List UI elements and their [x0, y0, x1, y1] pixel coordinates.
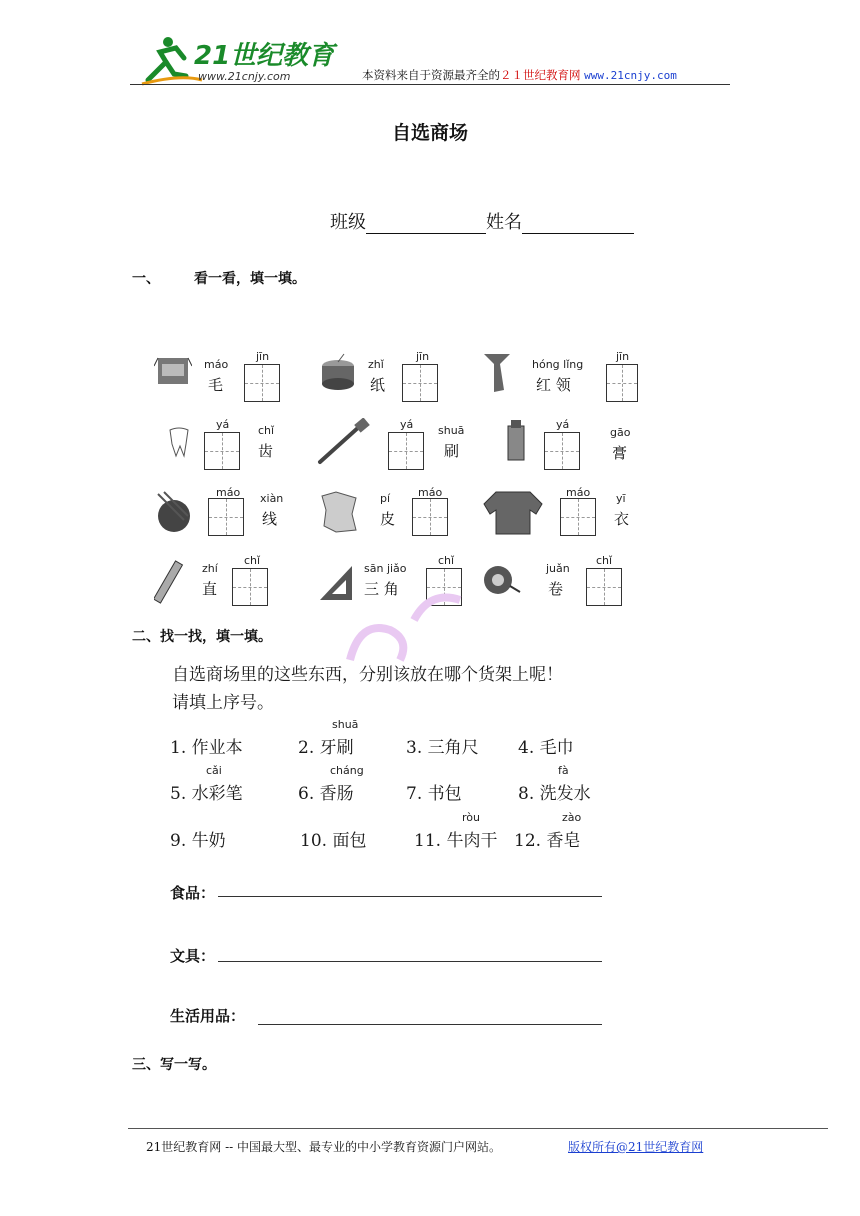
grid-pinyin: chǐ — [258, 424, 275, 437]
footer-divider — [128, 1128, 828, 1129]
food-label: 食品： — [170, 884, 216, 902]
header-note-url[interactable]: www.21cnjy.com — [584, 69, 677, 82]
grid-hanzi: 红 领 — [536, 376, 571, 394]
grid-pinyin: jīn — [616, 350, 630, 363]
grid-pinyin: jīn — [256, 350, 270, 363]
item-pinyin: ròu — [462, 811, 480, 824]
watermark — [330, 560, 490, 670]
item-label: 12. 香皂 — [514, 831, 581, 851]
site-logo — [140, 34, 340, 86]
grid-pinyin: sān jiǎo — [364, 562, 407, 575]
answer-box[interactable] — [232, 568, 268, 606]
item-pinyin: fà — [558, 764, 569, 777]
section1-num: 一、 — [132, 271, 160, 287]
footer-text: 21世纪教育网 -- 中国最大型、最专业的中小学教育资源门户网站。 — [146, 1140, 502, 1154]
grid-hanzi: 直 — [202, 580, 218, 598]
grid-pinyin: máo — [204, 358, 229, 371]
class-blank[interactable] — [366, 215, 486, 234]
daily-goods-answer-line[interactable] — [258, 1024, 602, 1025]
grid-pinyin: máo — [418, 486, 443, 499]
name-blank[interactable] — [522, 215, 634, 234]
grid-hanzi: 齿 — [258, 442, 274, 460]
page-title: 自选商场 — [391, 122, 468, 144]
item-label: 1. 作业本 — [170, 738, 243, 758]
grid-hanzi: 毛 — [208, 376, 224, 394]
item-pinyin: cháng — [330, 764, 364, 777]
section3-text: 写一写。 — [160, 1057, 216, 1073]
logo-url: www.21cnjy.com — [198, 70, 291, 83]
item-label: 7. 书包 — [406, 784, 462, 804]
section2-intro1: 自选商场里的这些东西，分别该放在哪个货架上呢！ — [172, 665, 563, 685]
grid-hanzi: 皮 — [380, 510, 396, 528]
item-label: 4. 毛巾 — [518, 738, 574, 758]
tissue-roll-icon — [318, 352, 358, 392]
section3-heading — [132, 1054, 216, 1074]
item-label: 8. 洗发水 — [518, 784, 591, 804]
runner-icon — [142, 37, 202, 84]
grid-pinyin: jīn — [416, 350, 430, 363]
grid-pinyin: chǐ — [244, 554, 261, 567]
food-answer-line[interactable] — [218, 896, 602, 897]
grid-hanzi: 三 角 — [364, 580, 399, 598]
header-divider — [130, 84, 730, 85]
grid-pinyin: zhí — [202, 562, 218, 575]
tooth-icon — [166, 426, 192, 458]
item-label: 10. 面包 — [300, 831, 367, 851]
grid-pinyin: shuā — [438, 424, 465, 437]
section2-num: 二、 — [132, 629, 160, 645]
section2-intro2: 请填上序号。 — [172, 693, 274, 713]
answer-box[interactable] — [560, 498, 596, 536]
leather-icon — [316, 488, 362, 536]
grid-hanzi: 卷 — [548, 580, 564, 598]
answer-box[interactable] — [244, 364, 280, 402]
grid-pinyin: chǐ — [438, 554, 455, 567]
grid-hanzi: 线 — [262, 510, 278, 528]
grid-hanzi: 纸 — [370, 376, 386, 394]
answer-box[interactable] — [208, 498, 244, 536]
item-label: 2. 牙刷 — [298, 738, 354, 758]
answer-box[interactable] — [388, 432, 424, 470]
logo-text: 21世纪教育 — [194, 41, 335, 71]
answer-box[interactable] — [586, 568, 622, 606]
class-label: 班级 — [330, 212, 366, 233]
towel-icon — [154, 354, 192, 388]
grid-pinyin: chǐ — [596, 554, 613, 567]
class-name-line — [330, 208, 634, 234]
section2-text: 找一找，填一填。 — [160, 629, 272, 645]
item-label: 6. 香肠 — [298, 784, 354, 804]
grid-pinyin: hóng lǐng — [532, 358, 584, 371]
grid-pinyin: máo — [216, 486, 241, 499]
item-label: 9. 牛奶 — [170, 831, 226, 851]
item-label: 11. 牛肉干 — [414, 831, 498, 851]
name-label: 姓名 — [486, 212, 522, 233]
toothbrush-icon — [316, 418, 372, 466]
section1-text: 看一看，填一填。 — [194, 271, 306, 287]
answer-box[interactable] — [606, 364, 638, 402]
stationery-label: 文具： — [170, 947, 216, 965]
grid-pinyin: pí — [380, 492, 391, 505]
answer-box[interactable] — [402, 364, 438, 402]
item-label: 5. 水彩笔 — [170, 784, 243, 804]
grid-hanzi: 衣 — [614, 510, 630, 528]
section1-heading — [132, 268, 306, 288]
grid-pinyin: yá — [556, 418, 570, 431]
grid-pinyin: gāo — [610, 426, 631, 439]
item-pinyin: shuā — [332, 718, 359, 731]
ruler-icon — [154, 558, 184, 604]
answer-box[interactable] — [544, 432, 580, 470]
grid-pinyin: yá — [400, 418, 414, 431]
section3-num: 三、 — [132, 1057, 160, 1073]
answer-box[interactable] — [204, 432, 240, 470]
yarn-ball-icon — [150, 490, 196, 536]
item-label: 3. 三角尺 — [406, 738, 479, 758]
daily-goods-label: 生活用品： — [170, 1007, 246, 1025]
grid-hanzi: 膏 — [612, 444, 628, 462]
grid-hanzi: 刷 — [444, 442, 460, 460]
grid-pinyin: máo — [566, 486, 591, 499]
grid-pinyin: zhǐ — [368, 358, 384, 371]
stationery-answer-line[interactable] — [218, 961, 602, 962]
header-note-prefix: 本资料来自于资源最齐全的 — [362, 68, 500, 82]
grid-pinyin: yá — [216, 418, 230, 431]
grid-pinyin: xiàn — [260, 492, 284, 505]
item-pinyin: zào — [562, 811, 582, 824]
header-note-site[interactable]: ２１世纪教育网 — [500, 68, 581, 82]
footer-copyright-link[interactable]: 版权所有@21世纪教育网 — [568, 1140, 704, 1154]
answer-box[interactable] — [412, 498, 448, 536]
grid-pinyin: juǎn — [546, 562, 570, 575]
sweater-icon — [482, 488, 544, 536]
grid-pinyin: yī — [616, 492, 626, 505]
toothpaste-icon — [502, 418, 530, 464]
red-scarf-icon — [480, 350, 514, 394]
section2-heading — [132, 626, 272, 646]
item-pinyin: cǎi — [206, 764, 222, 777]
header-note — [362, 67, 677, 83]
